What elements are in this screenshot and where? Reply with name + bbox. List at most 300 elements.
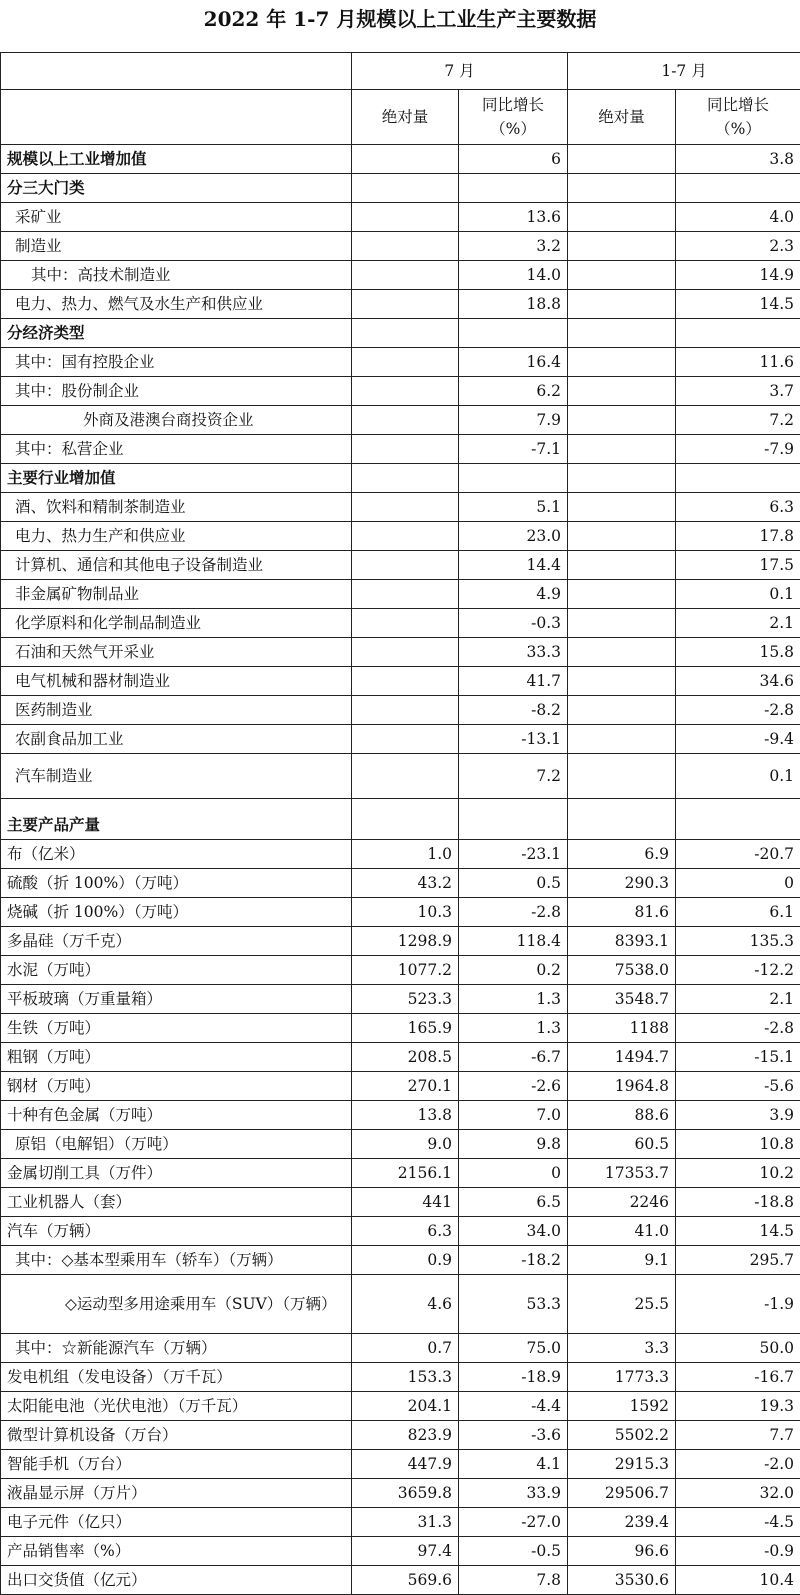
cell-july-yoy: 0.5 (459, 869, 568, 898)
cell-ytd-abs: 290.3 (568, 869, 676, 898)
cell-july-abs (352, 290, 459, 319)
cell-july-yoy: 33.3 (459, 638, 568, 667)
row-label: 电气机械和器材制造业 (1, 667, 352, 696)
cell-ytd-abs: 3.3 (568, 1334, 676, 1363)
cell-july-yoy: -0.5 (459, 1537, 568, 1566)
table-row (1, 1392, 800, 1421)
table-row (1, 493, 800, 522)
cell-july-abs (352, 799, 459, 840)
header-ytd: 1-7 月 (568, 53, 800, 90)
cell-ytd-yoy (676, 319, 800, 348)
cell-ytd-abs (568, 232, 676, 261)
cell-july-abs (352, 522, 459, 551)
cell-ytd-abs: 1494.7 (568, 1043, 676, 1072)
row-label: 钢材（万吨） (1, 1072, 352, 1101)
row-label: 分三大门类 (1, 174, 352, 203)
table-row (1, 840, 800, 869)
row-label: 工业机器人（套） (1, 1188, 352, 1217)
cell-july-abs: 10.3 (352, 898, 459, 927)
cell-july-yoy: 7.8 (459, 1566, 568, 1595)
cell-july-yoy: 14.0 (459, 261, 568, 290)
cell-july-yoy: 6.5 (459, 1188, 568, 1217)
cell-july-yoy: 6 (459, 145, 568, 174)
row-label: 平板玻璃（万重量箱） (1, 985, 352, 1014)
cell-july-abs (352, 609, 459, 638)
cell-july-yoy: 41.7 (459, 667, 568, 696)
cell-ytd-yoy: -5.6 (676, 1072, 800, 1101)
row-label: 规模以上工业增加值 (1, 145, 352, 174)
cell-july-abs (352, 319, 459, 348)
header-july-abs: 绝对量 (352, 90, 459, 145)
cell-july-yoy: 9.8 (459, 1130, 568, 1159)
cell-ytd-abs (568, 435, 676, 464)
cell-ytd-abs: 239.4 (568, 1508, 676, 1537)
cell-july-abs: 569.6 (352, 1566, 459, 1595)
cell-ytd-abs (568, 319, 676, 348)
cell-july-abs: 13.8 (352, 1101, 459, 1130)
cell-july-abs (352, 638, 459, 667)
table-row (1, 261, 800, 290)
cell-july-abs (352, 725, 459, 754)
cell-ytd-abs (568, 290, 676, 319)
cell-ytd-yoy: 32.0 (676, 1479, 800, 1508)
row-label: 汽车（万辆） (1, 1217, 352, 1246)
row-label: 液晶显示屏（万片） (1, 1479, 352, 1508)
cell-july-abs: 1298.9 (352, 927, 459, 956)
table-row (1, 232, 800, 261)
cell-ytd-yoy: 7.7 (676, 1421, 800, 1450)
cell-ytd-yoy: -1.9 (676, 1275, 800, 1334)
table-row (1, 956, 800, 985)
cell-ytd-abs: 25.5 (568, 1275, 676, 1334)
cell-july-abs (352, 145, 459, 174)
header-ytd-yoy: 同比增长 （%） (676, 90, 800, 145)
cell-july-abs (352, 551, 459, 580)
cell-july-yoy: -2.8 (459, 898, 568, 927)
table-row (1, 754, 800, 799)
cell-july-abs: 0.7 (352, 1334, 459, 1363)
row-label: 制造业 (1, 232, 352, 261)
cell-ytd-abs (568, 145, 676, 174)
cell-july-abs (352, 348, 459, 377)
cell-ytd-yoy: 50.0 (676, 1334, 800, 1363)
cell-july-abs (352, 493, 459, 522)
cell-ytd-yoy: 14.9 (676, 261, 800, 290)
table-row (1, 1479, 800, 1508)
cell-july-abs: 204.1 (352, 1392, 459, 1421)
cell-ytd-yoy: -9.4 (676, 725, 800, 754)
row-label: 生铁（万吨） (1, 1014, 352, 1043)
row-label: 非金属矿物制品业 (1, 580, 352, 609)
cell-ytd-abs (568, 609, 676, 638)
cell-ytd-abs (568, 406, 676, 435)
cell-ytd-yoy: -18.8 (676, 1188, 800, 1217)
cell-july-abs: 270.1 (352, 1072, 459, 1101)
cell-ytd-abs: 2246 (568, 1188, 676, 1217)
row-label: 酒、饮料和精制茶制造业 (1, 493, 352, 522)
table-row (1, 927, 800, 956)
cell-ytd-yoy: -15.1 (676, 1043, 800, 1072)
table-row (1, 1246, 800, 1275)
cell-ytd-yoy: 3.9 (676, 1101, 800, 1130)
cell-ytd-yoy: 10.2 (676, 1159, 800, 1188)
row-label: 其中：高技术制造业 (1, 261, 352, 290)
cell-ytd-abs: 1188 (568, 1014, 676, 1043)
cell-july-yoy: 34.0 (459, 1217, 568, 1246)
table-row (1, 667, 800, 696)
row-label: ◇运动型多用途乘用车（SUV）（万辆） (1, 1275, 352, 1334)
cell-ytd-abs: 9.1 (568, 1246, 676, 1275)
row-label: 烧碱（折 100%）（万吨） (1, 898, 352, 927)
row-label: 电力、热力、燃气及水生产和供应业 (1, 290, 352, 319)
table-row (1, 1217, 800, 1246)
cell-july-abs (352, 406, 459, 435)
cell-july-abs: 0.9 (352, 1246, 459, 1275)
cell-ytd-yoy: 0 (676, 869, 800, 898)
table-row (1, 696, 800, 725)
cell-ytd-yoy: -2.8 (676, 696, 800, 725)
table-row (1, 1043, 800, 1072)
cell-july-yoy (459, 174, 568, 203)
row-label: 医药制造业 (1, 696, 352, 725)
cell-july-yoy: 7.0 (459, 1101, 568, 1130)
row-label: 采矿业 (1, 203, 352, 232)
table-row (1, 406, 800, 435)
cell-july-yoy: -23.1 (459, 840, 568, 869)
cell-july-abs (352, 435, 459, 464)
row-label: 其中：◇基本型乘用车（轿车）（万辆） (1, 1246, 352, 1275)
header-july: 7 月 (352, 53, 568, 90)
cell-ytd-yoy: 34.6 (676, 667, 800, 696)
row-label: 金属切削工具（万件） (1, 1159, 352, 1188)
cell-ytd-yoy: 10.4 (676, 1566, 800, 1595)
cell-ytd-yoy: 4.0 (676, 203, 800, 232)
table-row (1, 348, 800, 377)
cell-ytd-abs (568, 522, 676, 551)
cell-ytd-yoy (676, 464, 800, 493)
cell-july-yoy: 7.9 (459, 406, 568, 435)
cell-july-abs: 208.5 (352, 1043, 459, 1072)
cell-ytd-abs (568, 464, 676, 493)
cell-july-yoy: 1.3 (459, 985, 568, 1014)
table-row (1, 1275, 800, 1334)
cell-ytd-yoy: 11.6 (676, 348, 800, 377)
cell-ytd-yoy: 2.1 (676, 985, 800, 1014)
row-label: 其中：☆新能源汽车（万辆） (1, 1334, 352, 1363)
table-row (1, 609, 800, 638)
cell-ytd-abs (568, 638, 676, 667)
cell-july-yoy (459, 319, 568, 348)
row-label: 外商及港澳台商投资企业 (1, 406, 352, 435)
cell-ytd-yoy: -16.7 (676, 1363, 800, 1392)
cell-july-yoy: -18.2 (459, 1246, 568, 1275)
cell-july-yoy: -13.1 (459, 725, 568, 754)
cell-ytd-abs: 29506.7 (568, 1479, 676, 1508)
cell-ytd-yoy: 6.1 (676, 898, 800, 927)
row-label: 水泥（万吨） (1, 956, 352, 985)
cell-july-abs: 523.3 (352, 985, 459, 1014)
row-label: 化学原料和化学制品制造业 (1, 609, 352, 638)
cell-july-yoy: -7.1 (459, 435, 568, 464)
table-row (1, 203, 800, 232)
cell-ytd-abs: 96.6 (568, 1537, 676, 1566)
cell-ytd-yoy: 295.7 (676, 1246, 800, 1275)
cell-ytd-abs (568, 551, 676, 580)
cell-ytd-abs (568, 696, 676, 725)
cell-july-yoy: 33.9 (459, 1479, 568, 1508)
cell-ytd-yoy: 6.3 (676, 493, 800, 522)
cell-july-abs (352, 203, 459, 232)
table-row (1, 638, 800, 667)
cell-july-abs: 9.0 (352, 1130, 459, 1159)
cell-july-yoy: 53.3 (459, 1275, 568, 1334)
row-label: 其中：国有控股企业 (1, 348, 352, 377)
row-label: 农副食品加工业 (1, 725, 352, 754)
table-row (1, 580, 800, 609)
header-row-period (1, 53, 800, 90)
data-table (0, 52, 800, 1595)
cell-ytd-yoy: -7.9 (676, 435, 800, 464)
cell-july-yoy: 4.9 (459, 580, 568, 609)
cell-july-abs: 4.6 (352, 1275, 459, 1334)
table-row (1, 1566, 800, 1595)
cell-july-abs: 97.4 (352, 1537, 459, 1566)
cell-july-abs: 165.9 (352, 1014, 459, 1043)
row-label: 分经济类型 (1, 319, 352, 348)
cell-ytd-abs: 1964.8 (568, 1072, 676, 1101)
cell-ytd-yoy: 2.1 (676, 609, 800, 638)
table-row (1, 1537, 800, 1566)
page-title: 2022 年 1-7 月规模以上工业生产主要数据 (0, 0, 800, 44)
cell-july-abs (352, 667, 459, 696)
cell-ytd-yoy: -0.9 (676, 1537, 800, 1566)
cell-july-abs: 1.0 (352, 840, 459, 869)
table-row (1, 1421, 800, 1450)
cell-july-yoy: 18.8 (459, 290, 568, 319)
cell-july-abs: 447.9 (352, 1450, 459, 1479)
cell-july-abs (352, 232, 459, 261)
cell-july-abs: 6.3 (352, 1217, 459, 1246)
cell-ytd-abs (568, 580, 676, 609)
cell-ytd-yoy (676, 174, 800, 203)
cell-july-abs: 441 (352, 1188, 459, 1217)
cell-july-yoy: 75.0 (459, 1334, 568, 1363)
cell-ytd-yoy: 135.3 (676, 927, 800, 956)
cell-ytd-yoy: 0.1 (676, 754, 800, 799)
cell-july-yoy: -0.3 (459, 609, 568, 638)
table-row (1, 1450, 800, 1479)
cell-july-abs (352, 261, 459, 290)
header-row-measure (1, 90, 800, 145)
cell-ytd-yoy (676, 799, 800, 840)
row-label: 多晶硅（万千克） (1, 927, 352, 956)
table-row (1, 1334, 800, 1363)
cell-july-yoy: -18.9 (459, 1363, 568, 1392)
row-label: 主要行业增加值 (1, 464, 352, 493)
cell-ytd-abs: 81.6 (568, 898, 676, 927)
row-label: 原铝（电解铝）（万吨） (1, 1130, 352, 1159)
cell-ytd-yoy: 7.2 (676, 406, 800, 435)
table-row (1, 290, 800, 319)
cell-july-yoy: 23.0 (459, 522, 568, 551)
cell-july-yoy: 118.4 (459, 927, 568, 956)
cell-july-yoy (459, 799, 568, 840)
table-row (1, 377, 800, 406)
table-row (1, 1363, 800, 1392)
cell-july-abs (352, 754, 459, 799)
row-label: 粗钢（万吨） (1, 1043, 352, 1072)
table-row (1, 985, 800, 1014)
cell-ytd-yoy: 17.5 (676, 551, 800, 580)
cell-ytd-abs: 6.9 (568, 840, 676, 869)
cell-july-yoy: 0.2 (459, 956, 568, 985)
row-label: 智能手机（万台） (1, 1450, 352, 1479)
table-row (1, 1130, 800, 1159)
row-label: 太阳能电池（光伏电池）（万千瓦） (1, 1392, 352, 1421)
row-label: 微型计算机设备（万台） (1, 1421, 352, 1450)
row-label: 其中：私营企业 (1, 435, 352, 464)
cell-ytd-yoy: -20.7 (676, 840, 800, 869)
row-label: 硫酸（折 100%）（万吨） (1, 869, 352, 898)
cell-july-yoy: 0 (459, 1159, 568, 1188)
header-blank-2 (1, 90, 352, 145)
table-row (1, 522, 800, 551)
cell-ytd-yoy: 14.5 (676, 290, 800, 319)
cell-ytd-abs: 1592 (568, 1392, 676, 1421)
cell-july-abs (352, 696, 459, 725)
cell-ytd-yoy: 15.8 (676, 638, 800, 667)
table-row (1, 898, 800, 927)
row-label: 汽车制造业 (1, 754, 352, 799)
table-row (1, 319, 800, 348)
table-row (1, 435, 800, 464)
cell-july-abs: 43.2 (352, 869, 459, 898)
cell-ytd-abs: 88.6 (568, 1101, 676, 1130)
row-label: 电力、热力生产和供应业 (1, 522, 352, 551)
cell-ytd-yoy: -12.2 (676, 956, 800, 985)
row-label: 石油和天然气开采业 (1, 638, 352, 667)
cell-ytd-yoy: -2.0 (676, 1450, 800, 1479)
row-label: 发电机组（发电设备）（万千瓦） (1, 1363, 352, 1392)
cell-july-abs: 1077.2 (352, 956, 459, 985)
cell-july-abs: 153.3 (352, 1363, 459, 1392)
cell-july-yoy (459, 464, 568, 493)
table-row (1, 1188, 800, 1217)
cell-july-yoy: -27.0 (459, 1508, 568, 1537)
cell-july-abs (352, 377, 459, 406)
row-label: 出口交货值（亿元） (1, 1566, 352, 1595)
cell-ytd-yoy: 0.1 (676, 580, 800, 609)
cell-july-yoy: -4.4 (459, 1392, 568, 1421)
table-row (1, 1014, 800, 1043)
cell-july-yoy: 4.1 (459, 1450, 568, 1479)
cell-july-yoy: 5.1 (459, 493, 568, 522)
table-row (1, 725, 800, 754)
table-row (1, 145, 800, 174)
cell-july-yoy: -8.2 (459, 696, 568, 725)
cell-ytd-abs: 5502.2 (568, 1421, 676, 1450)
cell-ytd-abs (568, 725, 676, 754)
cell-ytd-yoy: 10.8 (676, 1130, 800, 1159)
cell-ytd-abs (568, 261, 676, 290)
cell-ytd-abs: 17353.7 (568, 1159, 676, 1188)
cell-july-abs: 31.3 (352, 1508, 459, 1537)
row-label: 十种有色金属（万吨） (1, 1101, 352, 1130)
table-row (1, 551, 800, 580)
cell-ytd-abs: 3548.7 (568, 985, 676, 1014)
cell-ytd-abs: 1773.3 (568, 1363, 676, 1392)
cell-ytd-abs: 2915.3 (568, 1450, 676, 1479)
cell-july-yoy: 16.4 (459, 348, 568, 377)
cell-ytd-yoy: 19.3 (676, 1392, 800, 1421)
cell-ytd-yoy: 2.3 (676, 232, 800, 261)
cell-ytd-abs: 60.5 (568, 1130, 676, 1159)
cell-ytd-abs: 8393.1 (568, 927, 676, 956)
cell-july-yoy: 1.3 (459, 1014, 568, 1043)
cell-ytd-yoy: -2.8 (676, 1014, 800, 1043)
table-row (1, 1072, 800, 1101)
table-row (1, 174, 800, 203)
cell-ytd-abs: 41.0 (568, 1217, 676, 1246)
cell-ytd-yoy: 17.8 (676, 522, 800, 551)
table-row (1, 1508, 800, 1537)
row-label: 主要产品产量 (1, 799, 352, 840)
cell-july-yoy: 6.2 (459, 377, 568, 406)
cell-july-yoy: -6.7 (459, 1043, 568, 1072)
cell-ytd-yoy: 3.7 (676, 377, 800, 406)
row-label: 产品销售率（%） (1, 1537, 352, 1566)
cell-ytd-abs (568, 799, 676, 840)
cell-ytd-abs (568, 667, 676, 696)
header-july-yoy: 同比增长 （%） (459, 90, 568, 145)
row-label: 计算机、通信和其他电子设备制造业 (1, 551, 352, 580)
cell-ytd-abs (568, 348, 676, 377)
cell-july-yoy: 3.2 (459, 232, 568, 261)
cell-ytd-abs (568, 493, 676, 522)
cell-ytd-abs: 7538.0 (568, 956, 676, 985)
cell-july-abs: 2156.1 (352, 1159, 459, 1188)
table-row (1, 1101, 800, 1130)
cell-ytd-abs (568, 174, 676, 203)
cell-july-yoy: 13.6 (459, 203, 568, 232)
row-label: 布（亿米） (1, 840, 352, 869)
row-label: 电子元件（亿只） (1, 1508, 352, 1537)
cell-july-yoy: 7.2 (459, 754, 568, 799)
cell-ytd-abs (568, 754, 676, 799)
cell-ytd-abs (568, 377, 676, 406)
cell-ytd-yoy: 3.8 (676, 145, 800, 174)
cell-july-yoy: -2.6 (459, 1072, 568, 1101)
table-row (1, 464, 800, 493)
cell-july-abs: 823.9 (352, 1421, 459, 1450)
header-ytd-abs: 绝对量 (568, 90, 676, 145)
cell-july-abs: 3659.8 (352, 1479, 459, 1508)
table-row (1, 1159, 800, 1188)
cell-july-abs (352, 580, 459, 609)
table-row (1, 799, 800, 840)
cell-ytd-abs: 3530.6 (568, 1566, 676, 1595)
table-row (1, 869, 800, 898)
cell-ytd-yoy: 14.5 (676, 1217, 800, 1246)
row-label: 其中：股份制企业 (1, 377, 352, 406)
cell-july-yoy: -3.6 (459, 1421, 568, 1450)
header-blank (1, 53, 352, 90)
cell-july-abs (352, 174, 459, 203)
cell-july-yoy: 14.4 (459, 551, 568, 580)
cell-july-abs (352, 464, 459, 493)
cell-ytd-yoy: -4.5 (676, 1508, 800, 1537)
cell-ytd-abs (568, 203, 676, 232)
